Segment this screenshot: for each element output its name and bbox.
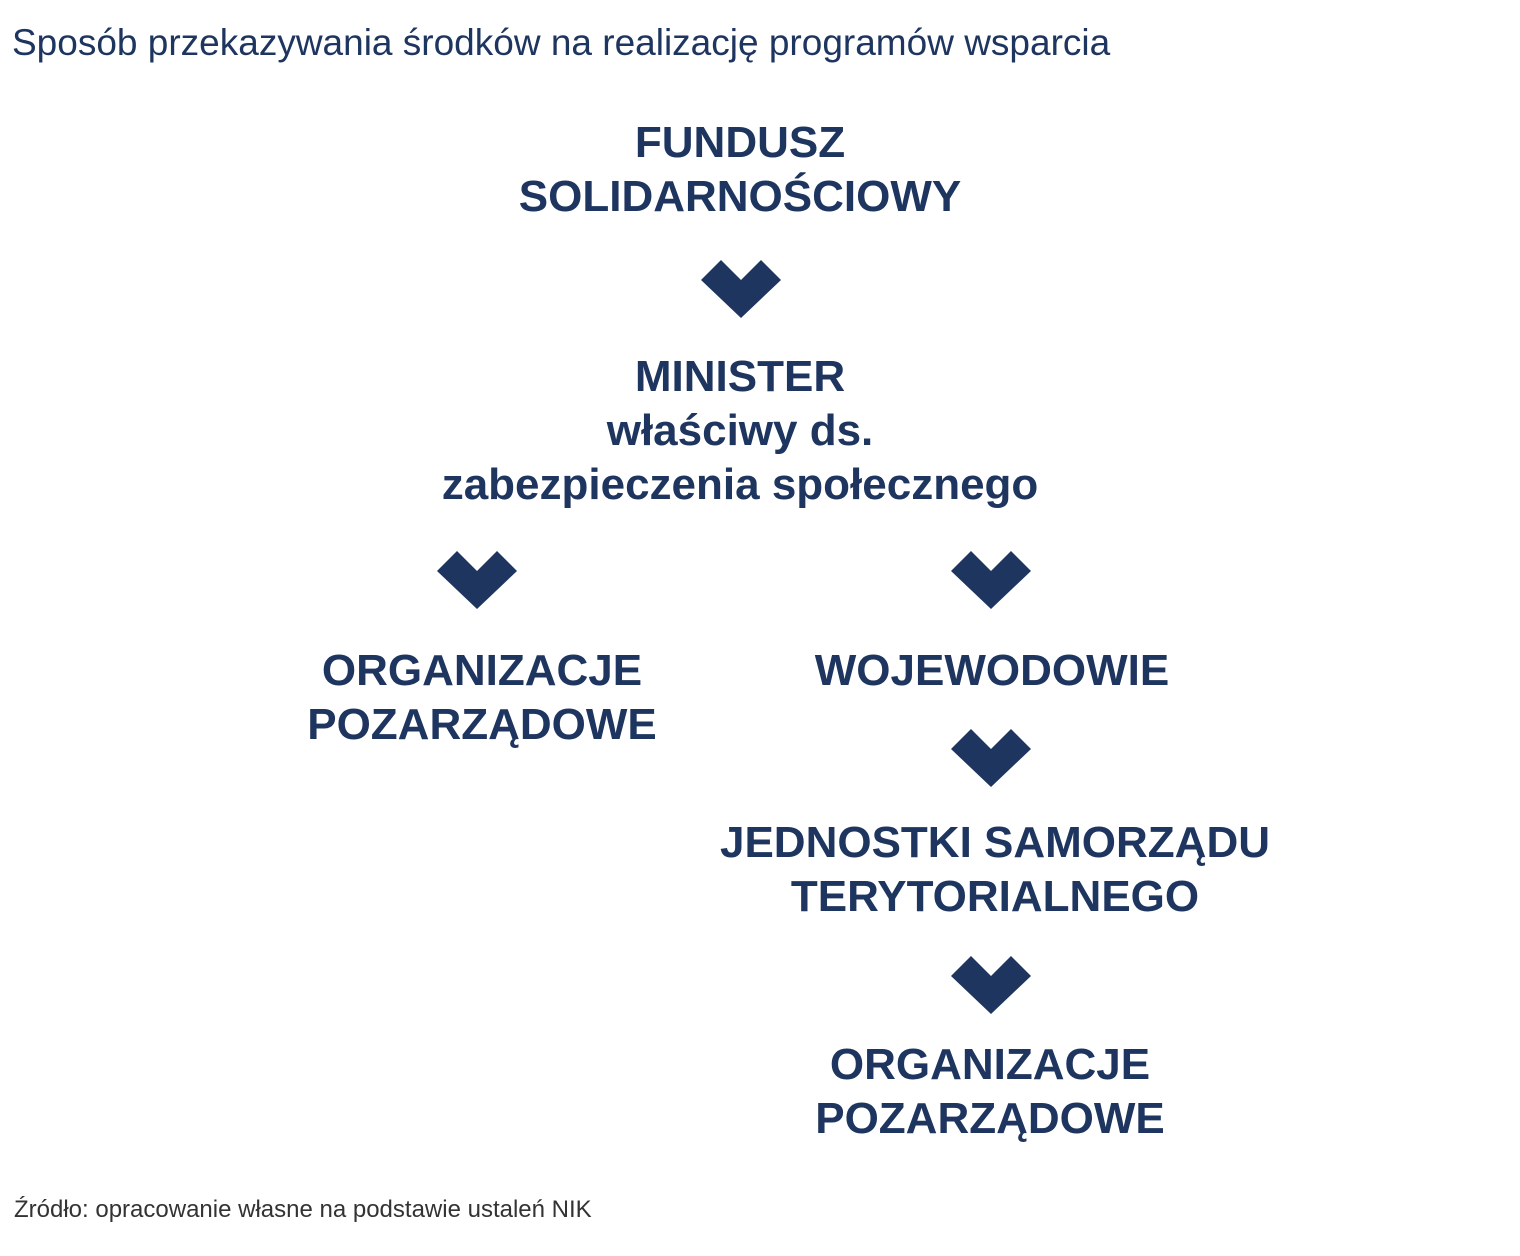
node-jednostki-samorzadu: [645, 816, 1345, 924]
node-line: SOLIDARNOŚCIOWY: [518, 172, 962, 221]
node-organizacje-pozarzadowe-left: [232, 644, 732, 752]
node-line: zabezpieczenia społecznego: [441, 460, 1039, 509]
node-line: POZARZĄDOWE: [307, 700, 657, 749]
source-note: Źródło: opracowanie własne na podstawie ustaleń NIK: [14, 1196, 592, 1223]
node-organizacje-pozarzadowe-right: [740, 1038, 1240, 1146]
chevron-down-icon: [951, 956, 1031, 1016]
node-line: MINISTER: [634, 352, 846, 401]
chevron-down-icon: [437, 551, 517, 611]
node-line: TERYTORIALNEGO: [790, 872, 1200, 921]
node-line: POZARZĄDOWE: [815, 1094, 1165, 1143]
node-line: FUNDUSZ: [634, 118, 846, 167]
chevron-down-icon: [951, 729, 1031, 789]
node-line: właściwy ds.: [606, 406, 874, 455]
node-line: WOJEWODOWIE: [814, 646, 1170, 695]
node-line: ORGANIZACJE: [321, 646, 643, 695]
chevron-down-icon: [701, 260, 781, 320]
chevron-down-icon: [951, 551, 1031, 611]
node-line: ORGANIZACJE: [829, 1040, 1151, 1089]
page-title: Sposób przekazywania środków na realizację programów wsparcia: [12, 22, 1111, 63]
node-wojewodowie: [742, 644, 1242, 698]
node-fundusz-solidarnosciowy: [440, 116, 1040, 224]
node-line: JEDNOSTKI SAMORZĄDU: [719, 818, 1271, 867]
node-minister: [340, 350, 1140, 512]
